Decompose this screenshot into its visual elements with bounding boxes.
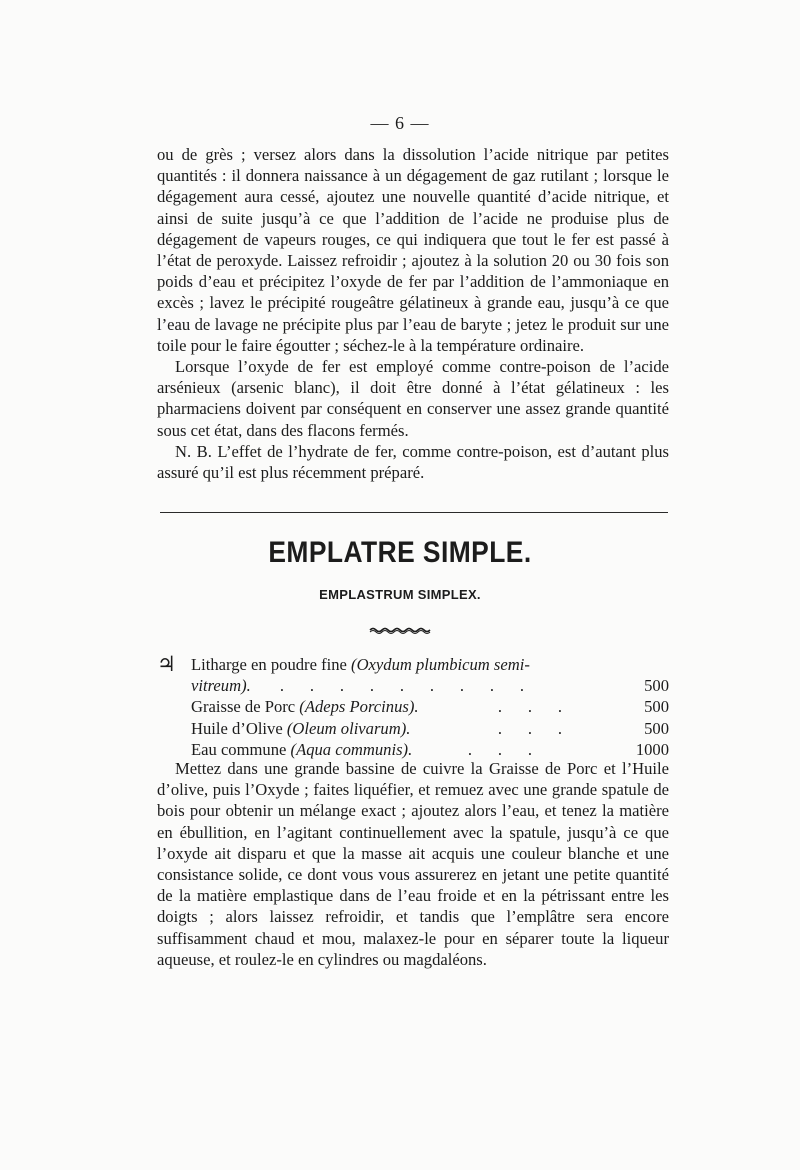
ingredient-quantity: 1000	[635, 739, 669, 759]
paragraph-contre-poison: Lorsque l’oxyde de fer est employé comme contre-poison de l’acide arsénieux (arsenic blanc), il doit être donné à l’état gélatineux : les pharmaciens doivent par conséquent en conserver une assez grande quantité sous cet état, dans des flacons fermés.	[157, 357, 669, 440]
section-subtitle: EMPLASTRUM SIMPLEX.	[319, 587, 481, 602]
leader-dots: . . . . . . . . .	[279, 676, 525, 696]
leader-dots: . . .	[467, 739, 533, 759]
paragraph-nota-bene: N. B. L’effet de l’hydrate de fer, comme contre-poison, est d’autant plus assuré qu’il est plus récemment préparé.	[157, 441, 669, 483]
recipe-item-litharge	[157, 654, 669, 675]
section-divider	[160, 512, 668, 513]
ingredient-name: Huile d’Olive	[191, 718, 283, 738]
recipe-list	[157, 654, 669, 760]
ingredient-latin: (Aqua communis).	[290, 739, 413, 759]
ornament-divider-icon	[369, 626, 431, 634]
recipe-item-litharge-cont	[157, 675, 669, 696]
ingredient-latin: (Oxydum plumbicum semi-	[351, 655, 530, 674]
recipe-symbol: ♃	[157, 652, 176, 676]
paragraph-preparation-method: Mettez dans une grande bassine de cuivre la Graisse de Porc et l’Huile d’olive, puis l’Oxyde ; faites liquéfier, et remuez avec une grande spatule de bois pour obtenir un mélange exact ; ajoutez alors l’eau, et tenez la matière en ébullition, en l’agitant continuellement avec la spatule, jusqu’à ce que l’oxyde ait disparu et que la masse ait acquis une couleur blanche et une consistance solide, ce dont vous vous assurerez en jetant une petite quantité de la matière emplastique dans de l’eau froide et en la pétrissant entre les doigts ; alors laissez refroidir, et tandis que l’emplâtre sera encore suffisamment chaud et mou, malaxez-le pour en séparer toute la liqueur aqueuse, et roulez-le en cylindres ou magdaléons.	[157, 759, 669, 969]
ingredient-latin: (Oleum olivarum).	[286, 718, 411, 738]
section-title: EMPLATRE SIMPLE.	[268, 536, 532, 569]
bottom-text-block	[157, 758, 669, 970]
ingredient-name: Graisse de Porc	[191, 697, 296, 717]
leader-dots: . . .	[497, 697, 563, 717]
top-text-block	[157, 144, 669, 483]
ingredient-name: Eau commune	[191, 739, 287, 759]
paragraph-peroxyde-preparation: ou de grès ; versez alors dans la dissolution l’acide nitrique par petites quantités : il donnera naissance à un dégagement de gaz rutilant ; lorsque le dégagement aura cessé, ajoutez une nouvelle quantité d’acide nitrique, et ainsi de suite jusqu’à ce que l’addition de l’acide ne produise plus de dégagement de vapeurs rouges, ce qui indiquera que tout le fer est passé à l’état de peroxyde. Laissez refroidir ; ajoutez à la solution 20 ou 30 fois son poids d’eau et précipitez l’oxyde de fer par l’addition de l’ammoniaque en excès ; lavez le précipité rougeâtre gélatineux à grande eau, jusqu’à ce que l’eau de lavage ne précipite plus par l’eau de baryte ; jetez le produit sur une toile pour le faire égoutter ; séchez-le à la température ordinaire.	[157, 145, 669, 355]
recipe-item-huile	[157, 718, 669, 739]
ingredient-latin: (Adeps Porcinus).	[299, 697, 419, 717]
ingredient-name: Litharge en poudre fine	[191, 655, 347, 674]
ingredient-quantity: 500	[644, 676, 669, 696]
page-number: — 6 —	[370, 113, 430, 133]
ingredient-quantity: 500	[644, 697, 669, 717]
ingredient-latin-cont: vitreum).	[191, 676, 251, 696]
recipe-item-eau	[157, 739, 669, 760]
recipe-item-graisse	[157, 696, 669, 717]
leader-dots: . . .	[497, 718, 563, 738]
ingredient-quantity: 500	[644, 718, 669, 738]
